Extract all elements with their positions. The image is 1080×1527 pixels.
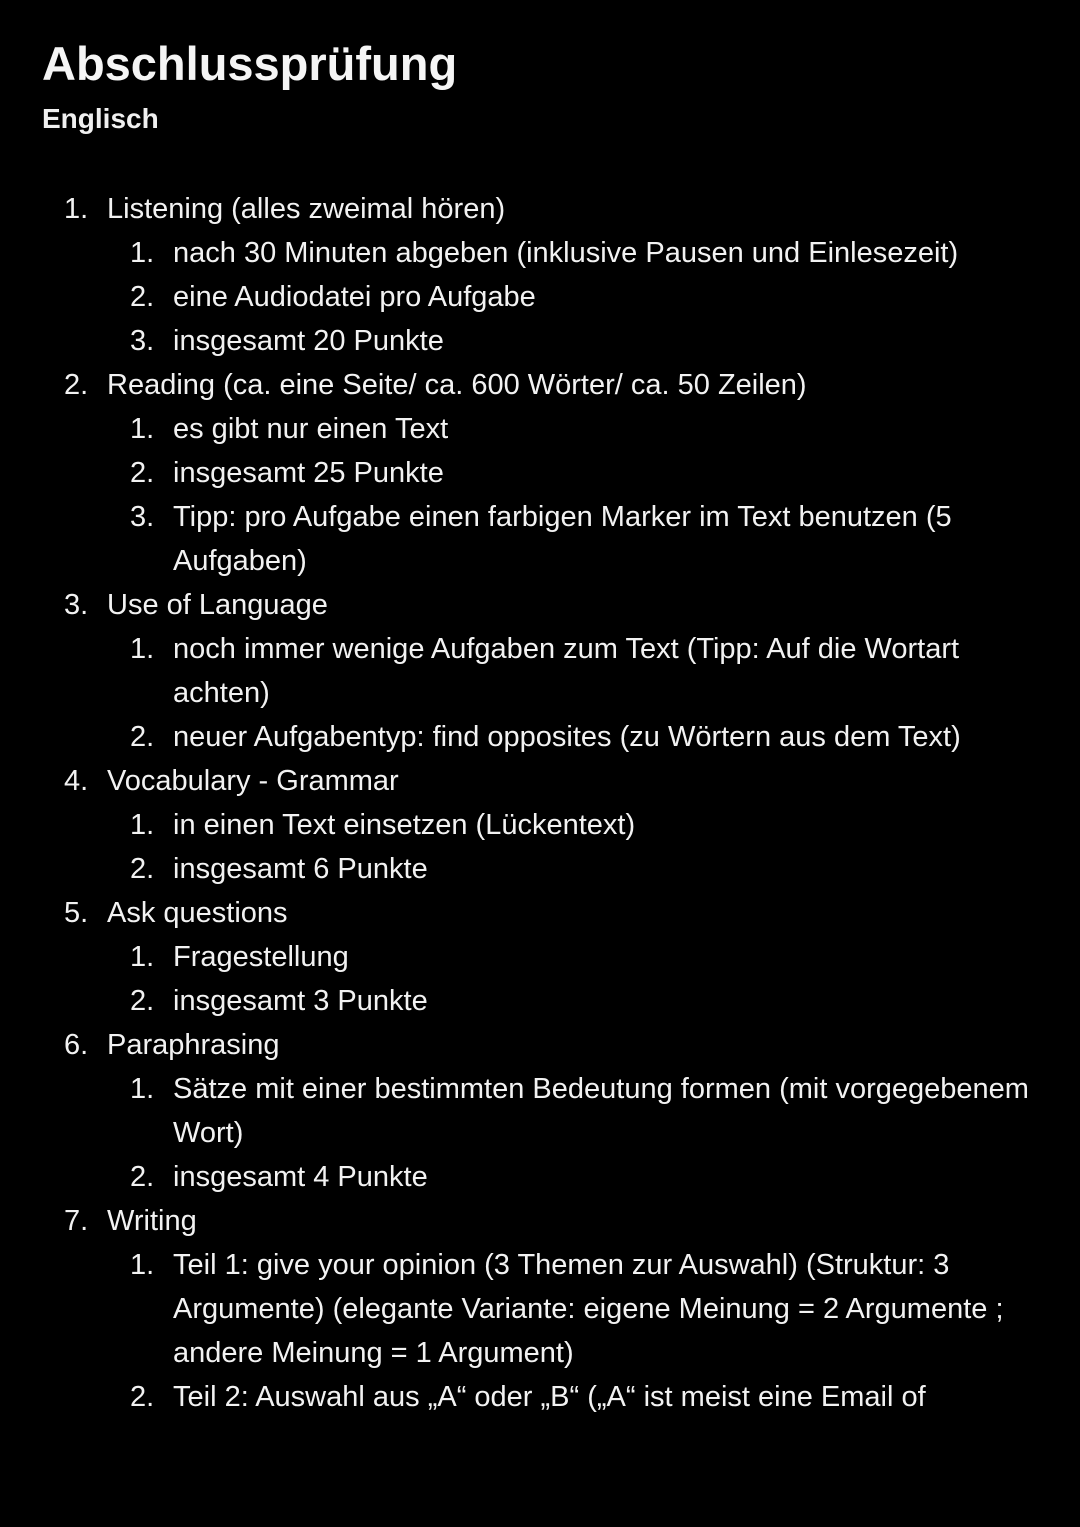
section-label: Use of Language [107, 589, 328, 621]
item-text: insgesamt 25 Punkte [173, 457, 444, 489]
item-text: Tipp: pro Aufgabe einen farbigen Marker im Text benutzen (5 Aufgaben) [173, 501, 952, 577]
list-item [42, 1067, 1040, 1155]
item-text: insgesamt 20 Punkte [173, 325, 444, 357]
item-text: insgesamt 3 Punkte [173, 985, 428, 1017]
list-item [42, 231, 1040, 275]
section-number: 4. [64, 765, 89, 797]
item-number: 1. [130, 1073, 155, 1105]
section-label: Paraphrasing [107, 1029, 280, 1061]
list-item [42, 1375, 1040, 1419]
item-number: 2. [130, 985, 155, 1017]
list-item [42, 495, 1040, 583]
exam-outline [42, 187, 1040, 1419]
section-number: 6. [64, 1029, 89, 1061]
item-text: Fragestellung [173, 941, 349, 973]
item-text: in einen Text einsetzen (Lückentext) [173, 809, 636, 841]
list-item [42, 935, 1040, 979]
section-paraphrasing [42, 1023, 1040, 1067]
item-text: Teil 2: Auswahl aus „A“ oder „B“ („A“ ist meist eine Email of [173, 1381, 926, 1413]
section-number: 3. [64, 589, 89, 621]
section-listening [42, 187, 1040, 231]
item-text: insgesamt 6 Punkte [173, 853, 428, 885]
list-item [42, 319, 1040, 363]
section-label: Listening (alles zweimal hören) [107, 193, 506, 225]
item-number: 2. [130, 1161, 155, 1193]
item-number: 1. [130, 809, 155, 841]
section-label: Reading (ca. eine Seite/ ca. 600 Wörter/ ca. 50 Zeilen) [107, 369, 807, 401]
list-item [42, 715, 1040, 759]
item-number: 1. [130, 1249, 155, 1281]
item-text: Teil 1: give your opinion (3 Themen zur Auswahl) (Struktur: 3 Argumente) (elegante Variante: eigene Meinung = 2 Argumente ; andere Meinung = 1 Argument) [173, 1249, 1004, 1369]
item-number: 2. [130, 721, 155, 753]
item-text: es gibt nur einen Text [173, 413, 449, 445]
section-use-of-language [42, 583, 1040, 627]
item-text: Sätze mit einer bestimmten Bedeutung formen (mit vorgegebenem Wort) [173, 1073, 1029, 1149]
item-number: 1. [130, 413, 155, 445]
section-label: Vocabulary - Grammar [107, 765, 399, 797]
section-ask-questions [42, 891, 1040, 935]
list-item [42, 407, 1040, 451]
section-label: Ask questions [107, 897, 288, 929]
item-text: nach 30 Minuten abgeben (inklusive Pausen und Einlesezeit) [173, 237, 959, 269]
section-number: 5. [64, 897, 89, 929]
item-text: neuer Aufgabentyp: find opposites (zu Wörtern aus dem Text) [173, 721, 961, 753]
document-title: Abschlussprüfung [42, 37, 458, 90]
list-item [42, 627, 1040, 715]
item-number: 1. [130, 237, 155, 269]
list-item [42, 847, 1040, 891]
item-number: 2. [130, 853, 155, 885]
item-number: 2. [130, 281, 155, 313]
item-text: noch immer wenige Aufgaben zum Text (Tipp: Auf die Wortart achten) [173, 633, 960, 709]
section-number: 1. [64, 193, 89, 225]
section-vocabulary-grammar [42, 759, 1040, 803]
list-item [42, 451, 1040, 495]
section-reading [42, 363, 1040, 407]
section-number: 7. [64, 1205, 89, 1237]
item-number: 3. [130, 325, 155, 357]
item-text: insgesamt 4 Punkte [173, 1161, 428, 1193]
list-item [42, 1155, 1040, 1199]
item-number: 2. [130, 457, 155, 489]
section-label: Writing [107, 1205, 197, 1237]
list-item [42, 979, 1040, 1023]
list-item [42, 275, 1040, 319]
item-number: 1. [130, 941, 155, 973]
section-number: 2. [64, 369, 89, 401]
item-number: 1. [130, 633, 155, 665]
item-number: 2. [130, 1381, 155, 1413]
item-text: eine Audiodatei pro Aufgabe [173, 281, 536, 313]
list-item [42, 1243, 1040, 1375]
section-writing [42, 1199, 1040, 1243]
list-item [42, 803, 1040, 847]
document-subtitle: Englisch [42, 103, 159, 134]
item-number: 3. [130, 501, 155, 533]
